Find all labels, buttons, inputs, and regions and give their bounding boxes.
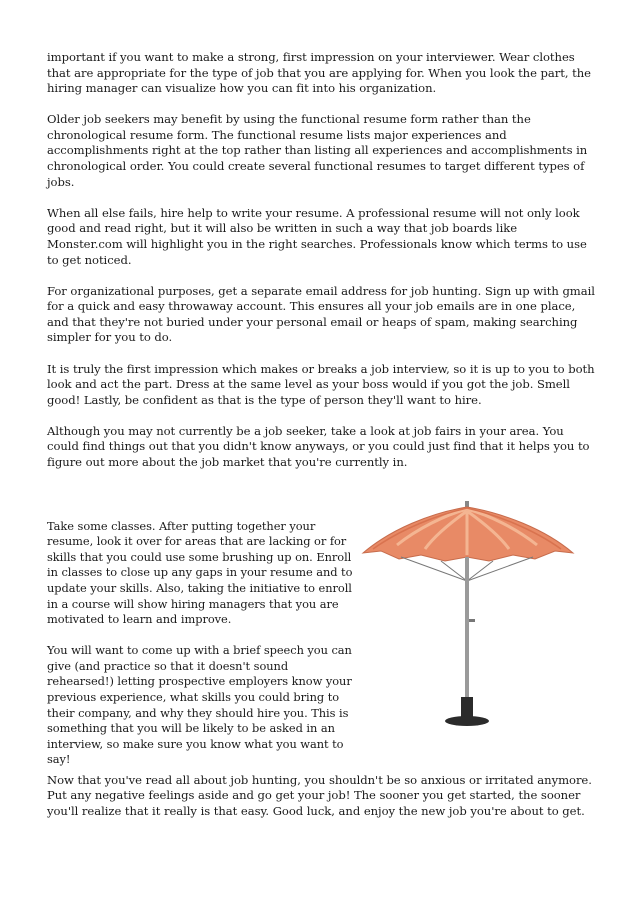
patio-umbrella-image — [361, 501, 575, 741]
umbrella-base — [445, 716, 489, 726]
umbrella-pole — [465, 557, 469, 721]
paragraph: Although you may not currently be a job seeker, take a look at job fairs in your area. You could find things out that you didn't know anyways, or you could just find that it helps you to figure out more about the job market that you're currently in. — [47, 423, 590, 469]
paragraph: Take some classes. After putting together your resume, look it over for areas that are lacking or for skills that you could use some brushing up on. Enroll in classes to close up any gaps in your resume and to update your skills. Also, taking the initiative to enroll in a course will show hiring managers that you are motivated to learn and improve. — [47, 518, 353, 627]
paragraph: It is truly the first impression which makes or breaks a job interview, so it is up to you to both look and act the part. Dress at the same level as your boss would if you got the job. Smell good! Lastly, be confident as that is the type of person they'll want to hire. — [47, 361, 595, 407]
text-with-image-section — [47, 518, 595, 767]
umbrella-crank — [469, 619, 475, 622]
paragraph: important if you want to make a strong, first impression on your interviewer. Wear clothes that are appropriate for the type of job that you are applying for. When you look the part, the hiring manager can visualize how you can fit into his organization. — [47, 50, 591, 96]
umbrella-base-stem — [461, 697, 473, 717]
paragraph: For organizational purposes, get a separate email address for job hunting. Sign up with gmail for a quick and easy throwaway account. This ensures all your job emails are in one place, and that they're not buried under your personal email or heaps of spam, making searching simpler for you to do. — [47, 283, 595, 345]
document-page — [47, 50, 595, 819]
paragraph: Now that you've read all about job hunting, you shouldn't be so anxious or irritated anymore. Put any negative feelings aside and go get your job! The sooner you get started, the sooner you'll realize that it really is that easy. Good luck, and enjoy the new job you're about to get. — [47, 772, 592, 818]
umbrella-canopy — [363, 507, 573, 561]
paragraph: When all else fails, hire help to write your resume. A professional resume will not only look good and read right, but it will also be written in such a way that job boards like Monster.com will highlight you in the right searches. Professionals know which terms to use to get noticed. — [47, 205, 587, 267]
paragraph: You will want to come up with a brief speech you can give (and practice so that it doesn't sound rehearsed!) letting prospective employers know your previous experience, what skills you could bring to their company, and why they should hire you. This is something that you will be likely to be asked in an interview, so make sure you know what you want to say! — [47, 643, 352, 767]
paragraph: Older job seekers may benefit by using the functional resume form rather than the chronological resume form. The functional resume lists major experiences and accomplishments right at the top rather than listing all experiences and accomplishments in chronological order. You could create several functional resumes to target different types of jobs. — [47, 112, 588, 189]
left-column — [47, 519, 357, 768]
